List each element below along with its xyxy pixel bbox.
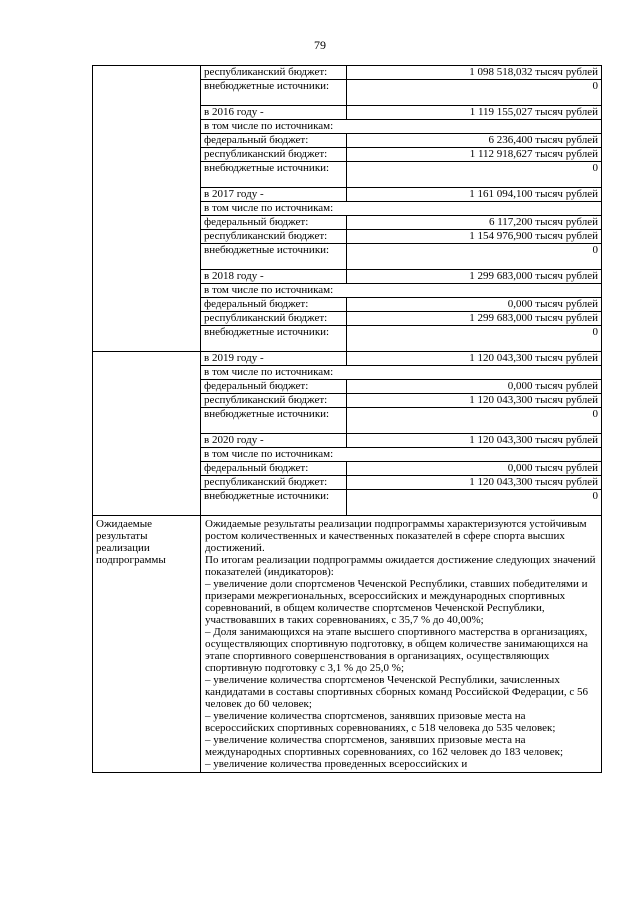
- results-paragraph: – увеличение доли спортсменов Чеченской Республики, ставших победителями и призерами межрегиональных, всероссийских и международных спортивных соревнований, в общем количестве спортсменов Чеченской Республики, участвовавших в таких соревнованиях, с 35,7 % до 40,00%;: [205, 578, 588, 626]
- funding-row-label: в 2020 году -: [201, 434, 347, 447]
- funding-row-value: 1 119 155,027 тысяч рублей: [469, 106, 598, 118]
- funding-row-label: внебюджетные источники:: [201, 80, 347, 105]
- funding-row: [201, 161, 601, 187]
- funding-row-label: в том числе по источникам:: [204, 120, 334, 132]
- funding-row: [201, 475, 601, 489]
- results-paragraph: – увеличение количества спортсменов, занявших призовые места на всероссийских спортивных соревнованиях, с 518 человека до 535 человек;: [205, 710, 556, 734]
- funding-row: [201, 269, 601, 283]
- funding-row-label: в том числе по источникам:: [204, 448, 334, 460]
- funding-row-label: в том числе по источникам:: [204, 202, 334, 214]
- funding-row: [201, 311, 601, 325]
- funding-row: [201, 489, 601, 515]
- funding-row-value: 1 112 918,627 тысяч рублей: [469, 148, 598, 160]
- funding-row-label: внебюджетные источники:: [201, 408, 347, 433]
- funding-row-label: внебюджетные источники:: [201, 162, 347, 187]
- funding-row-label: республиканский бюджет:: [201, 66, 347, 79]
- funding-row-label: в 2019 году -: [201, 352, 347, 365]
- funding-section-2: [93, 352, 601, 516]
- funding-row-label: федеральный бюджет:: [201, 216, 347, 229]
- funding-row-value: 1 120 043,300 тысяч рублей: [469, 394, 598, 406]
- funding-row: [201, 352, 601, 365]
- funding-row-label: в том числе по источникам:: [204, 366, 334, 378]
- results-paragraph: По итогам реализации подпрограммы ожидается достижение следующих значений показателей (индикаторов):: [205, 554, 596, 578]
- expected-results-text: [201, 516, 601, 772]
- funding-row-value: 0,000 тысяч рублей: [507, 298, 598, 310]
- funding-row: [201, 365, 601, 379]
- program-table: [92, 65, 602, 773]
- funding-row-value: 0: [592, 162, 598, 174]
- funding-row-label: в 2016 году -: [201, 106, 347, 119]
- funding-row: [201, 229, 601, 243]
- funding-row: [201, 283, 601, 297]
- funding-row-label: в 2018 году -: [201, 270, 347, 283]
- funding-row-label: республиканский бюджет:: [201, 394, 347, 407]
- funding-row-label: республиканский бюджет:: [201, 230, 347, 243]
- funding-row-value: 1 154 976,900 тысяч рублей: [469, 230, 598, 242]
- funding-row: [201, 66, 601, 79]
- results-paragraph: – увеличение количества спортсменов, занявших призовые места на международных спортивных соревнованиях, со 162 человек до 183 человек;: [205, 734, 564, 758]
- funding-row: [201, 447, 601, 461]
- funding-row-label: в 2017 году -: [201, 188, 347, 201]
- funding-row: [201, 215, 601, 229]
- funding-row: [201, 325, 601, 351]
- funding-row-label: республиканский бюджет:: [201, 476, 347, 489]
- funding-row: [201, 393, 601, 407]
- funding-row: [201, 201, 601, 215]
- funding-row-value: 0,000 тысяч рублей: [507, 380, 598, 392]
- funding-row-label: федеральный бюджет:: [201, 298, 347, 311]
- funding-section-2-label-cell: [93, 352, 201, 515]
- funding-row-label: республиканский бюджет:: [201, 148, 347, 161]
- results-paragraph: Ожидаемые результаты реализации подпрограммы характеризуются устойчивым ростом количественных и качественных показателей в сфере спорта высших достижений.: [205, 518, 587, 554]
- funding-row-label: федеральный бюджет:: [201, 380, 347, 393]
- funding-row-label: федеральный бюджет:: [201, 134, 347, 147]
- funding-row-value: 0: [592, 490, 598, 502]
- funding-row-label: внебюджетные источники:: [201, 244, 347, 269]
- funding-row-value: 6 236,400 тысяч рублей: [488, 134, 598, 146]
- funding-row-label: внебюджетные источники:: [201, 490, 347, 515]
- funding-section-1: [93, 66, 601, 352]
- funding-row-value: 0: [592, 408, 598, 420]
- funding-row-value: 1 161 094,100 тысяч рублей: [469, 188, 598, 200]
- funding-row: [201, 433, 601, 447]
- funding-row-label: внебюджетные источники:: [201, 326, 347, 351]
- funding-row-label: федеральный бюджет:: [201, 462, 347, 475]
- funding-row: [201, 461, 601, 475]
- funding-row: [201, 407, 601, 433]
- funding-row-value: 1 120 043,300 тысяч рублей: [469, 352, 598, 364]
- funding-row-value: 1 120 043,300 тысяч рублей: [469, 434, 598, 446]
- funding-row-value: 1 098 518,032 тысяч рублей: [469, 66, 598, 78]
- funding-row-value: 0: [592, 326, 598, 338]
- funding-row-value: 0: [592, 80, 598, 92]
- results-paragraph: – Доля занимающихся на этапе высшего спортивного мастерства в организациях, осуществляющих спортивную подготовку, в общем количестве занимающихся на этапе спортивного совершенствования в организациях, осуществляющих спортивную подготовку с 3,1 % до 25,0 %;: [205, 626, 589, 674]
- page-number: 79: [314, 38, 326, 52]
- funding-section-1-rows: [201, 66, 601, 351]
- results-paragraph: – увеличение количества проведенных всероссийских и: [205, 758, 468, 770]
- funding-section-1-label-cell: [93, 66, 201, 351]
- funding-row: [201, 133, 601, 147]
- funding-row: [201, 243, 601, 269]
- expected-results-heading: Ожидаемые результаты реализации подпрограммы: [93, 516, 201, 772]
- funding-row-value: 1 299 683,000 тысяч рублей: [469, 270, 598, 282]
- expected-results-section: [93, 516, 601, 772]
- funding-row-value: 0: [592, 244, 598, 256]
- funding-row: [201, 119, 601, 133]
- funding-section-2-rows: [201, 352, 601, 515]
- funding-row-label: в том числе по источникам:: [204, 284, 334, 296]
- funding-row-value: 6 117,200 тысяч рублей: [488, 216, 598, 228]
- funding-row: [201, 297, 601, 311]
- funding-row: [201, 379, 601, 393]
- funding-row: [201, 147, 601, 161]
- funding-row-label: республиканский бюджет:: [201, 312, 347, 325]
- funding-row: [201, 187, 601, 201]
- funding-row: [201, 79, 601, 105]
- funding-row-value: 1 120 043,300 тысяч рублей: [469, 476, 598, 488]
- results-paragraph: – увеличение количества спортсменов Чеченской Республики, зачисленных кандидатами в составы спортивных сборных команд Российской Федерации, с 56 человек до 60 человек;: [205, 674, 588, 710]
- funding-row-value: 0,000 тысяч рублей: [507, 462, 598, 474]
- funding-row: [201, 105, 601, 119]
- funding-row-value: 1 299 683,000 тысяч рублей: [469, 312, 598, 324]
